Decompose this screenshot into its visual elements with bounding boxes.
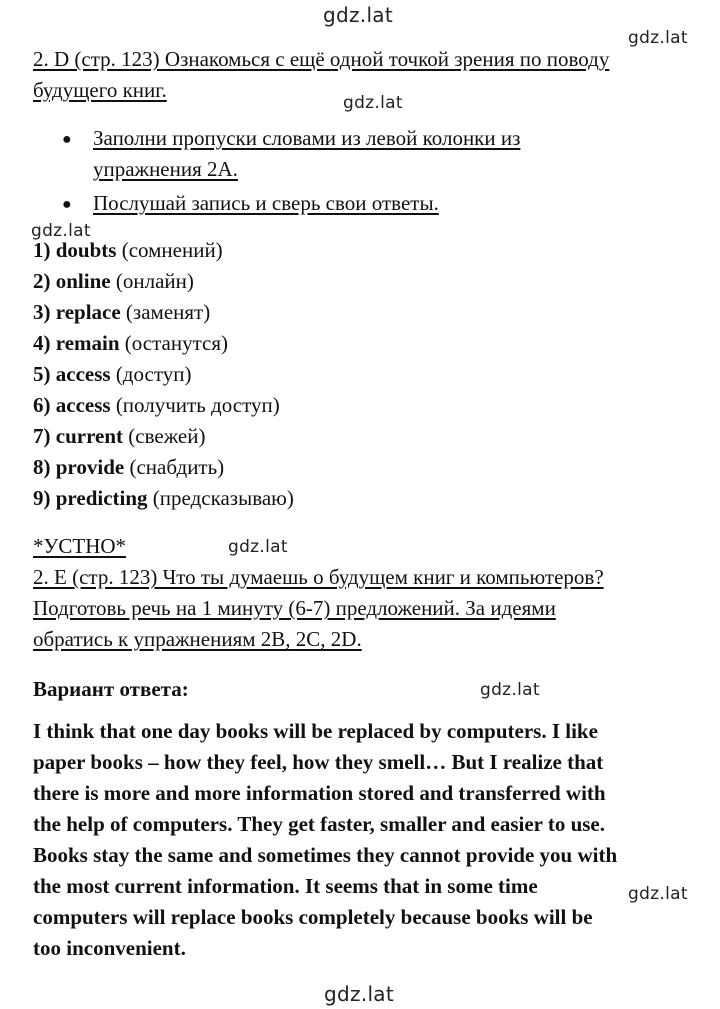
paragraph-line: paper books – how they feel, how they smell… But I realize that	[33, 750, 604, 774]
answer-item-9: 9) predicting (предсказываю)	[33, 486, 294, 510]
watermark: gdz.lat	[480, 680, 540, 700]
answer-item-1: 1) doubts (сомнений)	[33, 238, 223, 262]
paragraph-line: too inconvenient.	[33, 936, 186, 960]
bullet-1-line1: Заполни пропуски словами из левой колонки из	[93, 126, 521, 150]
bullet-dot: ●	[62, 131, 72, 148]
answer-item-4: 4) remain (останутся)	[33, 331, 229, 355]
task-d-heading: 2. D (стр. 123) Ознакомься с ещё одной точкой зрения по поводу	[33, 47, 610, 71]
answer-item-8: 8) provide (снабдить)	[33, 455, 225, 479]
watermark: gdz.lat	[324, 982, 395, 1006]
paragraph-line: I think that one day books will be replaced by computers. I like	[33, 719, 598, 743]
watermark: gdz.lat	[628, 28, 688, 48]
watermark: gdz.lat	[228, 537, 288, 557]
watermark: gdz.lat	[31, 221, 91, 241]
task-e-heading: 2. E (стр. 123) Что ты думаешь о будущем книг и компьютеров?	[33, 565, 604, 589]
bullet-dot: ●	[62, 196, 72, 213]
variant-label: Вариант ответа:	[33, 677, 189, 701]
watermark: gdz.lat	[628, 884, 688, 904]
task-e-heading-cont: Подготовь речь на 1 минуту (6-7) предложений. За идеями	[33, 596, 556, 620]
answer-item-5: 5) access (доступ)	[33, 362, 192, 386]
answer-item-7: 7) current (свежей)	[33, 424, 206, 448]
answer-item-2: 2) online (онлайн)	[33, 269, 194, 293]
watermark: gdz.lat	[323, 3, 394, 27]
paragraph-line: the most current information. It seems that in some time	[33, 874, 538, 898]
bullet-2-line1: Послушай запись и сверь свои ответы.	[93, 191, 439, 215]
paragraph-line: Books stay the same and sometimes they cannot provide you with	[33, 843, 618, 867]
paragraph-line: there is more and more information stored and transferred with	[33, 781, 606, 805]
answer-item-3: 3) replace (заменят)	[33, 300, 211, 324]
oral-label: *УСТНО*	[33, 534, 127, 558]
paragraph-line: computers will replace books completely because books will be	[33, 905, 593, 929]
bullet-1-line2: упражнения 2А.	[93, 157, 238, 181]
answer-item-6: 6) access (получить доступ)	[33, 393, 280, 417]
task-d-heading-cont: будущего книг.	[33, 78, 167, 102]
paragraph-line: the help of computers. They get faster, smaller and easier to use.	[33, 812, 606, 836]
answer-paragraph	[33, 716, 693, 964]
task-e-heading-cont: обратись к упражнениям 2B, 2C, 2D.	[33, 627, 362, 651]
watermark: gdz.lat	[343, 93, 403, 113]
